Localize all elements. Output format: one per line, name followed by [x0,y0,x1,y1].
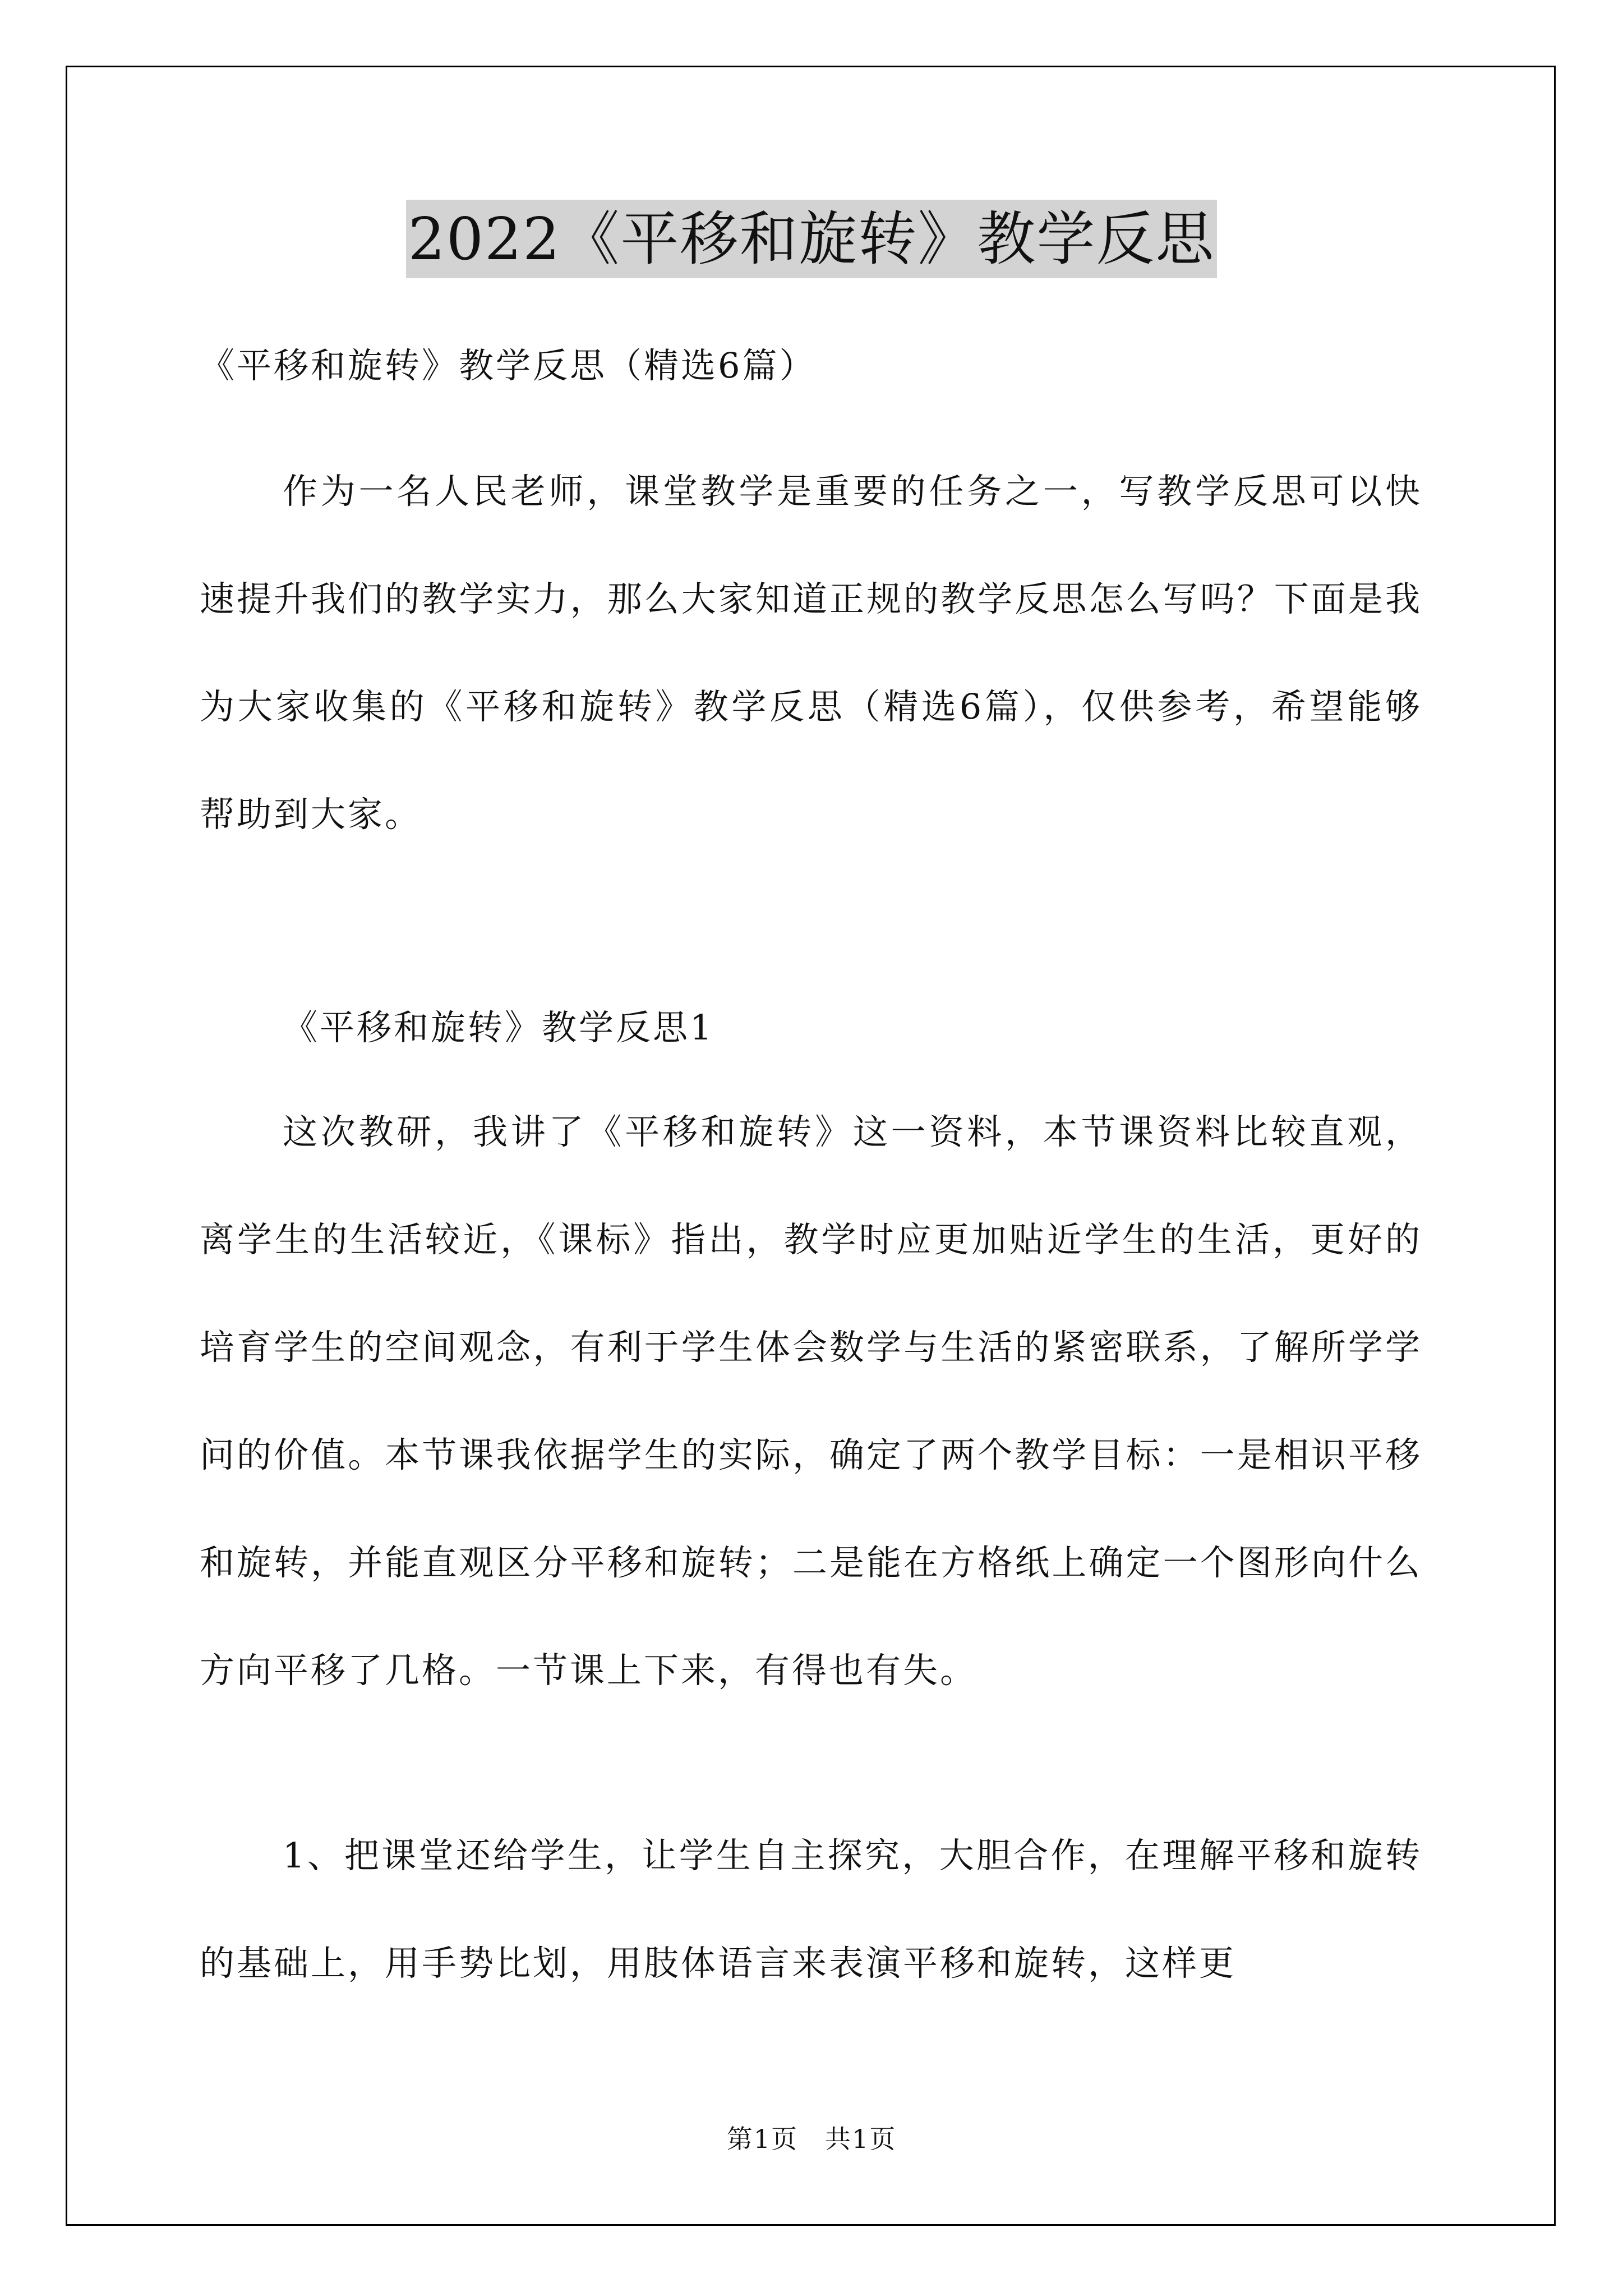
page-footer: 第1页 共1页 [726,2124,897,2154]
document-subtitle: 《平移和旋转》教学反思（精选6篇） [200,345,817,386]
title-container [0,200,1623,278]
intro-paragraph: 作为一名人民老师，课堂教学是重要的任务之一，写教学反思可以快速提升我们的教学实力，那么大家知道正规的教学反思怎么写吗？下面是我为大家收集的《平移和旋转》教学反思（精选6篇），仅供参考，希望能够帮助到大家。 [200,471,1422,835]
document-title: 2022《平移和旋转》教学反思 [406,200,1218,278]
body-paragraph: 这次教研，我讲了《平移和旋转》这一资料，本节课资料比较直观，离学生的生活较近，《课标》指出，教学时应更加贴近学生的生活，更好的培育学生的空间观念，有利于学生体会数学与生活的紧密联系，了解所学学问的价值。本节课我依据学生的实际，确定了两个教学目标：一是相识平移和旋转，并能直观区分平移和旋转；二是能在方格纸上确定一个图形向什么方向平移了几格。一节课上下来，有得也有失。 [200,1111,1422,1691]
body-paragraph: 1、把课堂还给学生，让学生自主探究，大胆合作，在理解平移和旋转的基础上，用手势比划，用肢体语言来表演平移和旋转，这样更 [200,1835,1422,1984]
section-heading: 《平移和旋转》教学反思1 [283,1007,714,1048]
